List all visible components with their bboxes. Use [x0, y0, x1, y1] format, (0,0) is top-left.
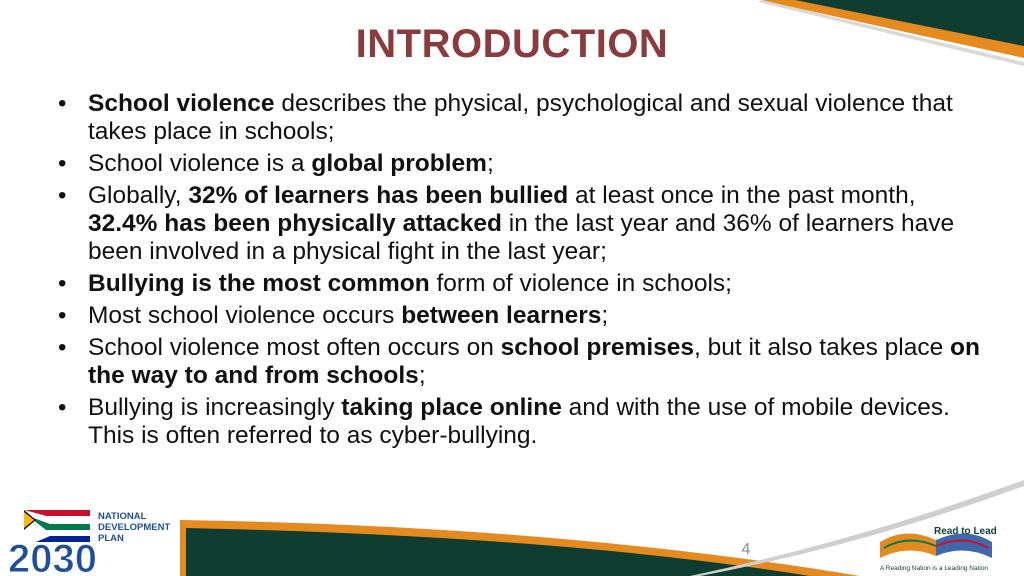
bullet-text: ; [418, 362, 426, 389]
bullet-bold-text: Bullying is the most common [88, 270, 430, 297]
bullet-text: ; [601, 302, 609, 329]
bullet-text: in the last year and 36% of learners have been involved in a physical fight in the last year; [88, 210, 955, 265]
bullet-bold-text: on the way to and from schools [88, 334, 980, 389]
bullet-text: Most school violence occurs [88, 302, 402, 329]
bullet-dot-icon: • [58, 270, 67, 297]
bullet-text: and with the use of mobile devices. This is often referred to as cyber-bullying. [88, 394, 950, 449]
bullet-bold-text: global problem [311, 150, 487, 177]
bullet-dot-icon: • [58, 394, 67, 421]
bullet-item [56, 182, 986, 266]
bullet-item [56, 334, 986, 390]
bullet-dot-icon: • [58, 90, 67, 117]
bullet-item [56, 270, 986, 298]
svg-text:NATIONAL: NATIONAL [98, 511, 147, 522]
bullet-bold-text: school premises [500, 334, 694, 361]
slide-title: INTRODUCTION [355, 22, 669, 66]
svg-text:DEVELOPMENT: DEVELOPMENT [98, 522, 171, 533]
bullet-text: School violence is a [88, 150, 312, 177]
bullet-bold-text: 32% of learners has been bullied [188, 182, 569, 209]
bullet-dot-icon: • [58, 334, 67, 361]
bullet-text: Globally, [88, 182, 189, 209]
bullet-list [56, 90, 986, 454]
page-number: 4 [741, 541, 751, 558]
svg-text:A Reading Nation is a Leading: A Reading Nation is a Leading Nation [880, 565, 989, 572]
bullet-text: School violence most often occurs on [88, 334, 501, 361]
bullet-text: ; [486, 150, 494, 177]
bullet-bold-text: between learners [401, 302, 602, 329]
bullet-dot-icon: • [58, 182, 67, 209]
bullet-text: describes the physical, psychological and sexual violence that takes place in schools; [88, 90, 953, 145]
svg-text:Read to Lead: Read to Lead [934, 526, 997, 537]
bullet-bold-text: taking place online [341, 394, 562, 421]
bullet-item [56, 302, 986, 330]
bullet-text: Bullying is increasingly [88, 394, 342, 421]
svg-text:2030: 2030 [8, 537, 97, 574]
bullet-item [56, 150, 986, 178]
svg-text:PLAN: PLAN [98, 533, 124, 544]
bullet-dot-icon: • [58, 302, 67, 329]
bullet-text: at least once in the past month, [568, 182, 916, 209]
bullet-text: form of violence in schools; [429, 270, 732, 297]
bullet-text: , but it also takes place [694, 334, 951, 361]
ndp-2030-logo [6, 504, 206, 574]
bullet-bold-text: 32.4% has been physically attacked [88, 210, 502, 237]
bullet-item [56, 90, 986, 146]
bullet-bold-text: School violence [88, 90, 275, 117]
bullet-dot-icon: • [58, 150, 67, 177]
bullet-item [56, 394, 986, 450]
open-book-icon [880, 533, 992, 558]
read-to-lead-logo [876, 520, 1016, 574]
